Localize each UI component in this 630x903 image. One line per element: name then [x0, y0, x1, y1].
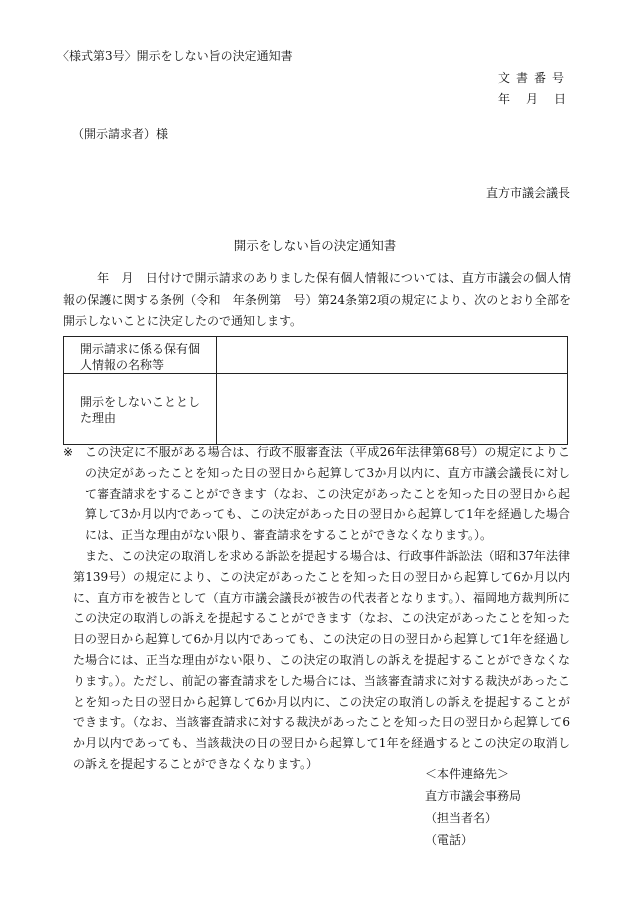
addressee: （開示請求者）様 [72, 127, 169, 141]
contact-heading: ＜本件連絡先＞ [425, 767, 510, 781]
note-paragraph-appeal: この決定に不服がある場合は、行政不服審査法（平成26年法律第68号）の規定によりこの決定があったことを知った日の翌日から起算して3か月以内に、直方市議会議長に対して審査請求をすることができます（なお、この決定があったことを知った日の翌日から起算して3か月以内であっても、この決定があった日の翌日から起算して1年を経過した場合には、正当な理由がない限り、審査請求をすることができなくなります。）。 [85, 445, 570, 543]
table-row-reason [64, 374, 568, 445]
document-title: 開示をしない旨の決定通知書 [233, 238, 397, 253]
document-number-label: 文書番号 [497, 71, 570, 85]
info-name-value [217, 337, 568, 374]
table-row-info-name [64, 337, 568, 374]
form-label: 〈様式第3号〉開示をしない旨の決定通知書 [57, 49, 293, 63]
contact-phone: （電話） [425, 833, 474, 847]
issuer: 直方市議会議長 [485, 186, 570, 200]
note-paragraph-lawsuit: また、この決定の取消しを求める訴訟を提起する場合は、行政事件訴訟法（昭和37年法律第139号）の規定により、この決定があったことを知った日の翌日から起算して6か月以内に、直方市を被告として（直方市議会議長が被告の代表者となります。）、福岡地方裁判所にこの決定の取消しの訴えを提起することができます（なお、この決定があったことを知った日の翌日から起算して6か月以内であっても、この決定の日の翌日から起算して1年を経過した場合には、正当な理由がない限り、この決定の取消しの訴えを提起することができなくなります。）。ただし、前記の審査請求をした場合には、当該審査請求に対する裁決があったことを知った日の翌日から起算して6か月以内に、この決定の取消しの訴えを提起することができます。（なお、当該審査請求に対する裁決があったことを知った日の翌日から起算して6か月以内であっても、当該裁決の日の翌日から起算して1年を経過するとこの決定の取消しの訴えを提起することができなくなります。） [73, 548, 570, 771]
info-table [63, 336, 568, 445]
info-name-label: 開示請求に係る保有個人情報の名称等 [64, 337, 217, 374]
body-paragraph [63, 268, 571, 333]
contact-person: （担当者名） [425, 811, 498, 825]
reason-label: 開示をしないこととした理由 [64, 374, 217, 445]
body-text: 年 月 日付けで開示請求のありました保有個人情報については、直方市議会の個人情報の保護に関する条例（令和 年条例第 号）第24条第2項の規定により、次のとおり全部を開示しないことに決定したので通知します。 [63, 271, 571, 328]
note-mark: ※ [63, 445, 74, 459]
appeal-note [63, 442, 570, 775]
document-date-label: 年 月 日 [497, 92, 568, 106]
contact-block [425, 763, 521, 851]
reason-value [217, 374, 568, 445]
contact-office: 直方市議会事務局 [425, 789, 522, 803]
